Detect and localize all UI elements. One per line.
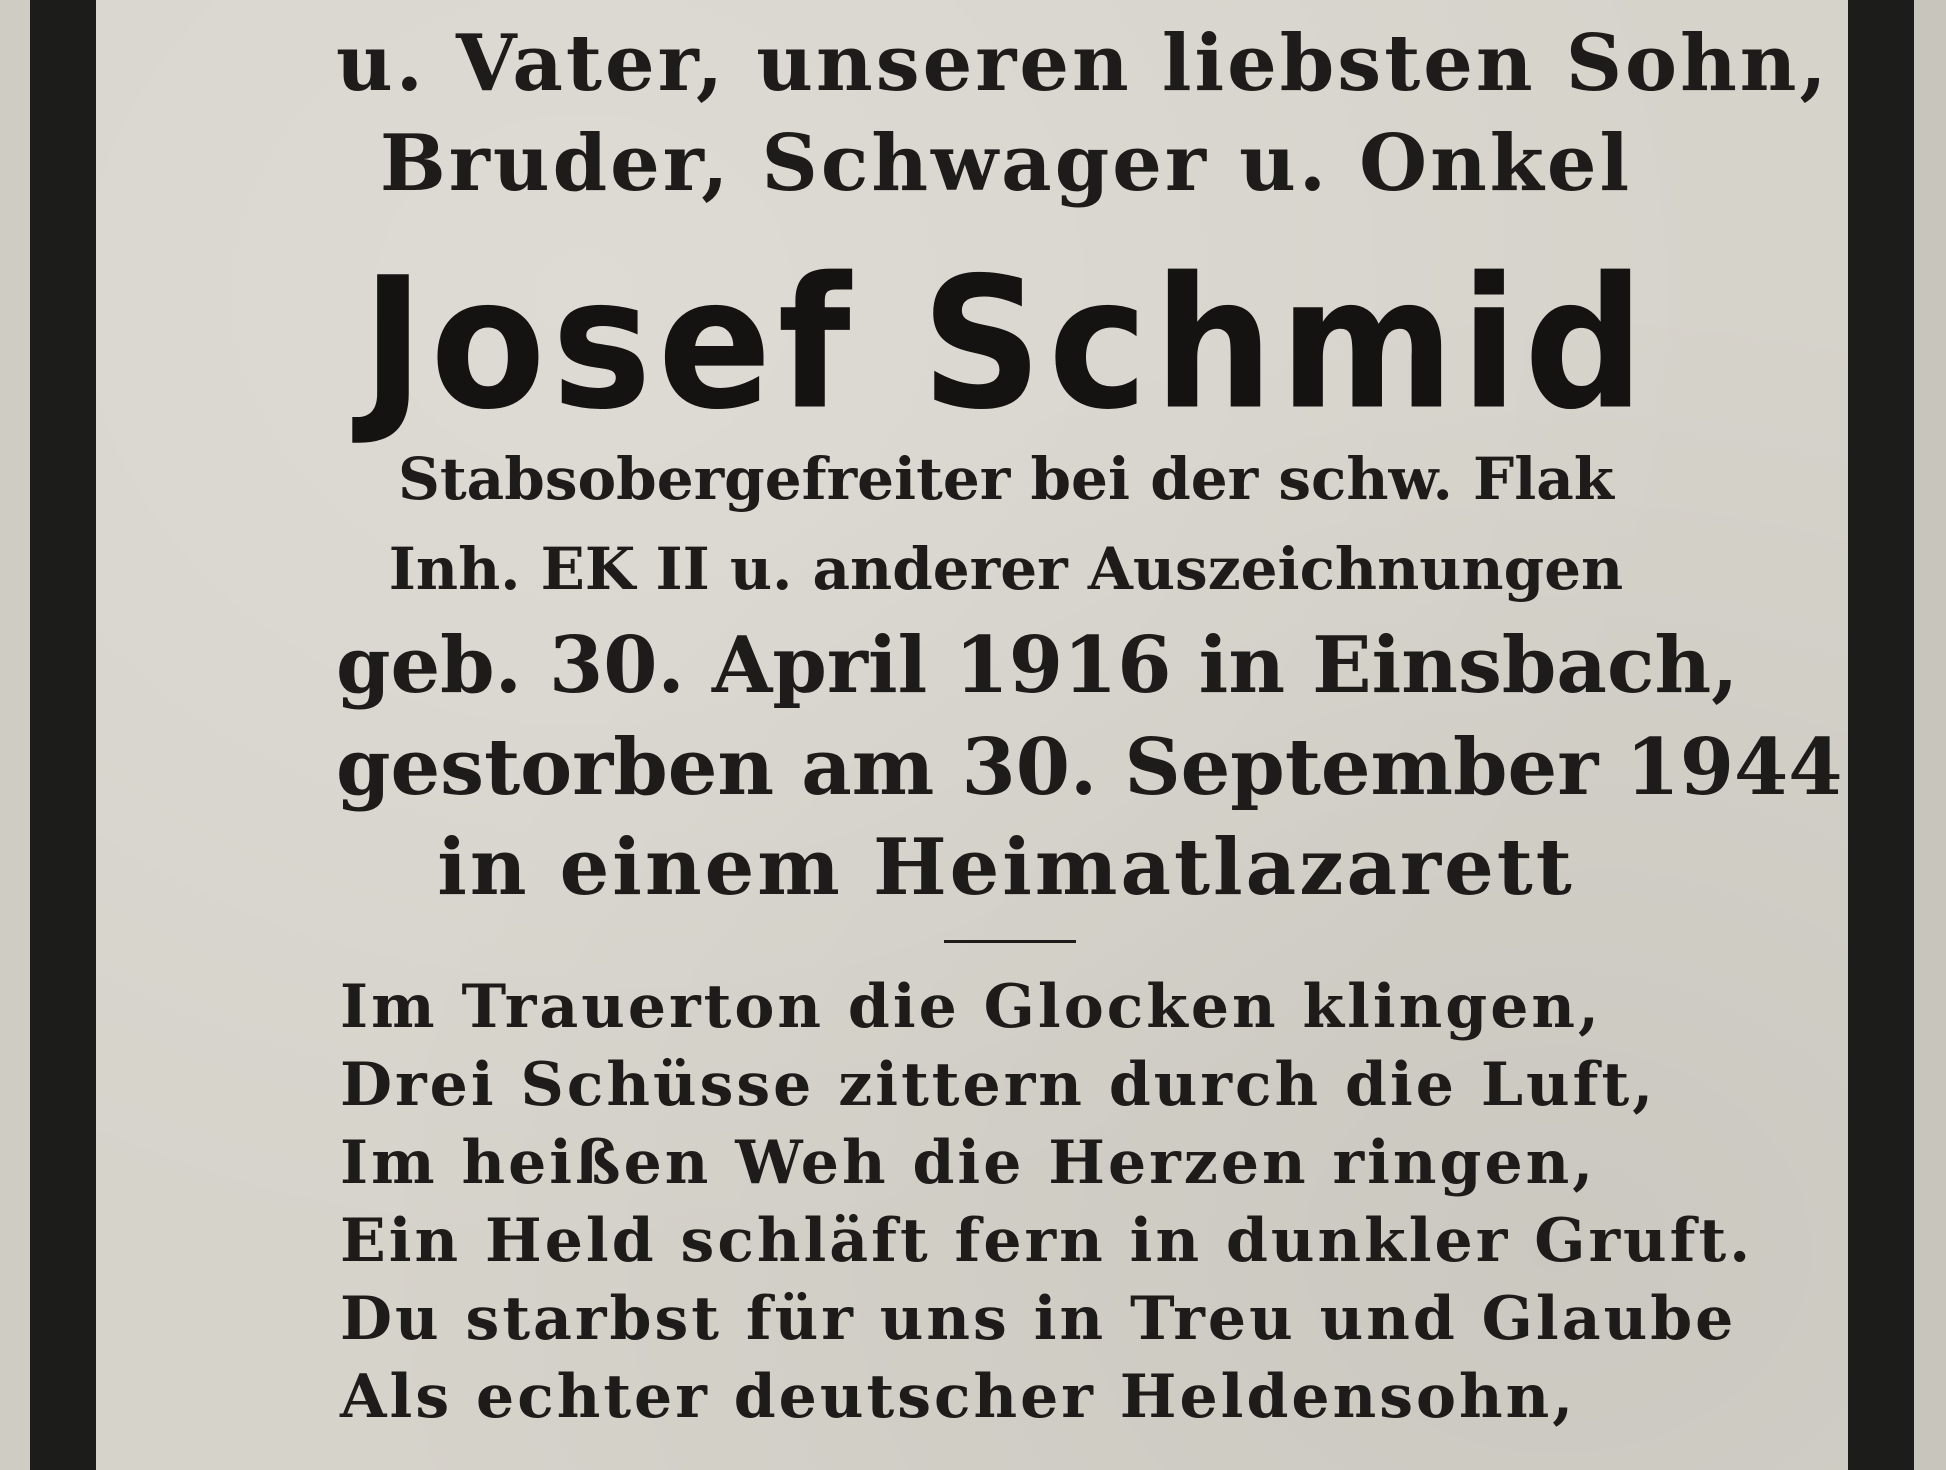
right-margin xyxy=(1914,0,1946,1470)
verse-line: Drei Schüsse zittern durch die Luft, xyxy=(340,1050,1657,1120)
military-rank: Stabsobergefreiter bei der schw. Flak xyxy=(398,445,1614,513)
death-info: gestorben am 30. September 1944 xyxy=(336,722,1843,813)
deceased-name: Josef Schmid xyxy=(361,238,1651,450)
line-father-son: u. Vater, unseren liebsten Sohn, xyxy=(336,18,1830,109)
death-place: in einem Heimatlazarett xyxy=(437,822,1575,913)
verse-line: Du starbst für uns in Treu und Glaube xyxy=(340,1284,1737,1354)
birth-info: geb. 30. April 1916 in Einsbach, xyxy=(336,620,1739,711)
verse-line: Als echter deutscher Heldensohn, xyxy=(340,1362,1577,1432)
verse-line: Ein Held schläft fern in dunkler Gruft. xyxy=(340,1206,1754,1276)
verse-line: Im heißen Weh die Herzen ringen, xyxy=(340,1128,1597,1198)
divider-rule xyxy=(944,940,1076,943)
decorations: Inh. EK II u. anderer Auszeichnungen xyxy=(388,535,1624,603)
verse-line: Im Trauerton die Glocken klingen, xyxy=(340,972,1602,1042)
mourning-border-left xyxy=(30,0,96,1470)
mourning-border-right xyxy=(1848,0,1914,1470)
left-margin xyxy=(0,0,30,1470)
line-relatives: Bruder, Schwager u. Onkel xyxy=(379,118,1633,209)
